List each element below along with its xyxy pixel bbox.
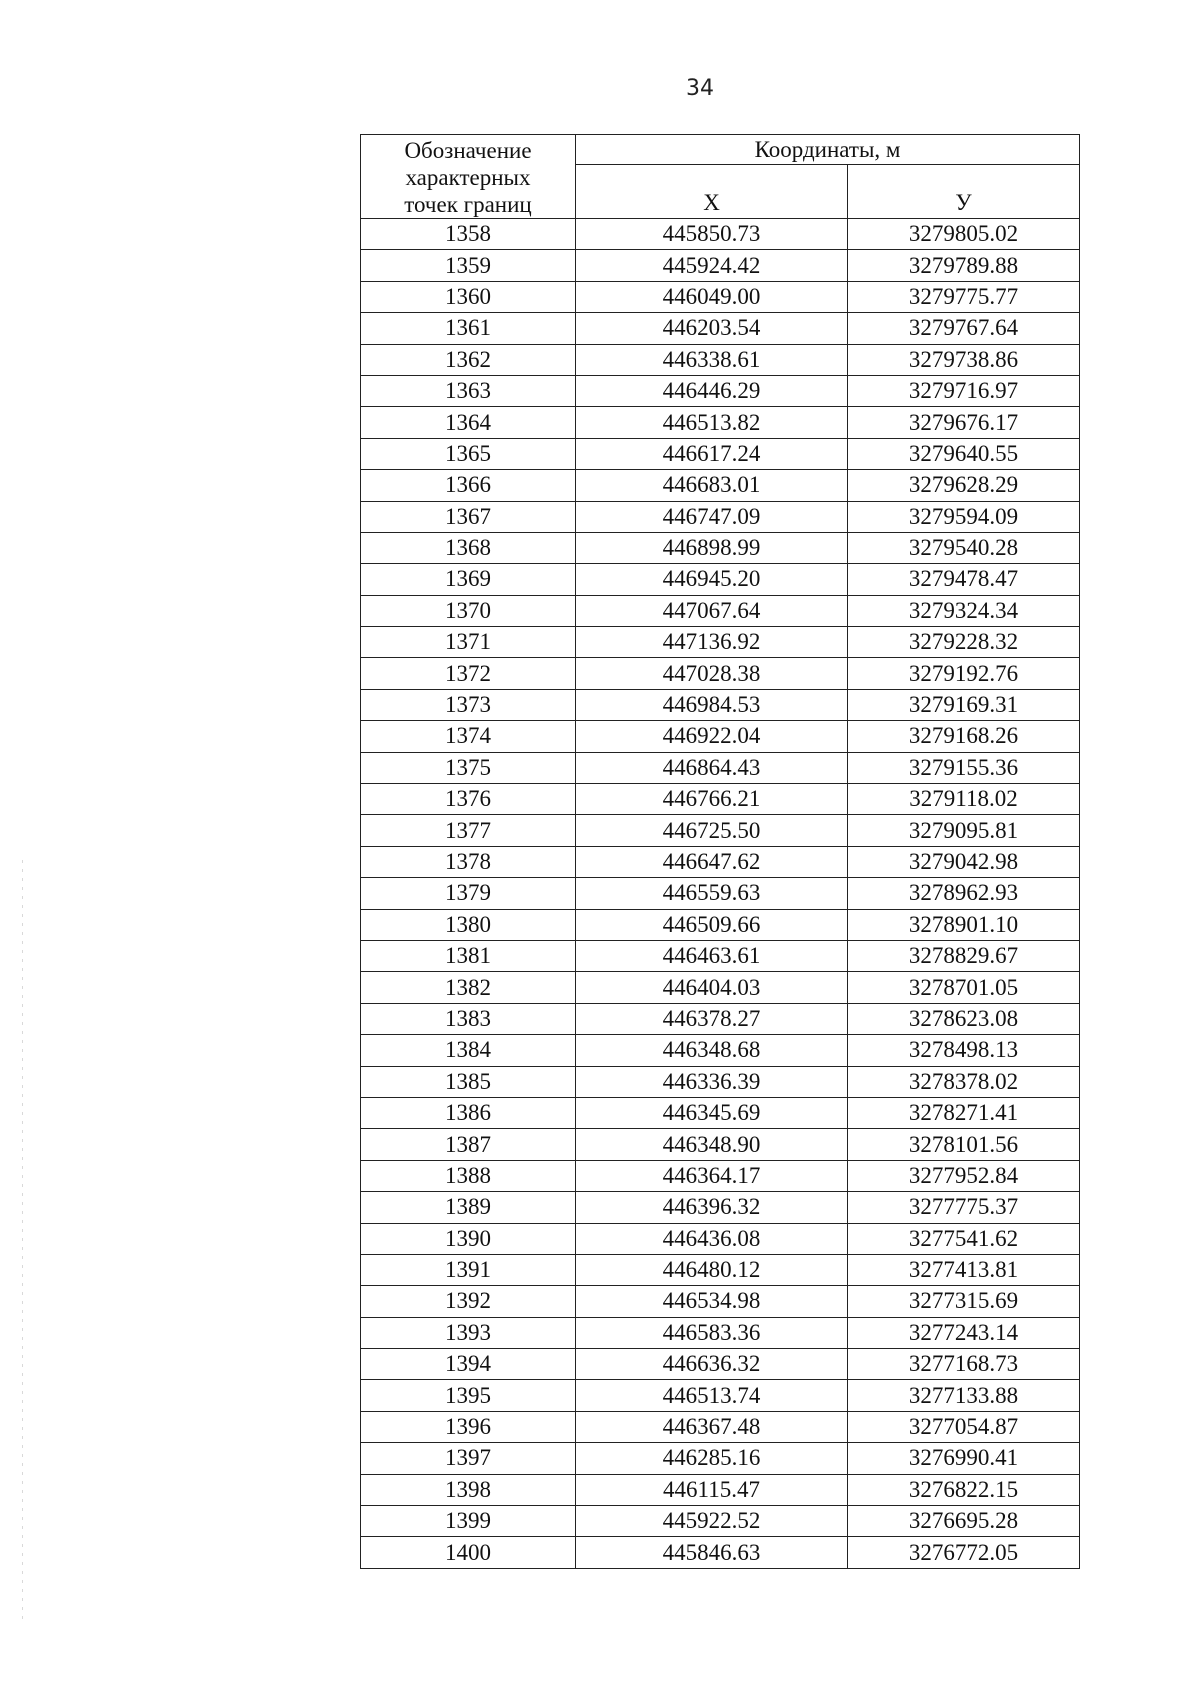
- y-coordinate-cell: 3277133.88: [848, 1380, 1080, 1411]
- y-coordinate-cell: 3278962.93: [848, 878, 1080, 909]
- table-row: [361, 1129, 1080, 1160]
- y-coordinate-cell: 3277054.87: [848, 1411, 1080, 1442]
- header-name-line-1: Обозначение: [404, 138, 532, 163]
- table-row: [361, 846, 1080, 877]
- point-id-cell: 1382: [361, 972, 576, 1003]
- x-coordinate-cell: 446864.43: [576, 752, 848, 783]
- x-coordinate-cell: 446348.68: [576, 1035, 848, 1066]
- y-coordinate-cell: 3279042.98: [848, 846, 1080, 877]
- y-coordinate-cell: 3279168.26: [848, 721, 1080, 752]
- point-id-cell: 1379: [361, 878, 576, 909]
- x-coordinate-cell: 446559.63: [576, 878, 848, 909]
- table-row: [361, 689, 1080, 720]
- x-coordinate-cell: 446115.47: [576, 1474, 848, 1505]
- point-id-cell: 1383: [361, 1003, 576, 1034]
- y-coordinate-cell: 3277952.84: [848, 1160, 1080, 1191]
- table-row: [361, 1506, 1080, 1537]
- x-coordinate-cell: 447136.92: [576, 627, 848, 658]
- x-coordinate-cell: 446480.12: [576, 1254, 848, 1285]
- table-row: [361, 721, 1080, 752]
- point-id-cell: 1380: [361, 909, 576, 940]
- x-coordinate-cell: 446583.36: [576, 1317, 848, 1348]
- x-coordinate-cell: 446338.61: [576, 344, 848, 375]
- page-number: 34: [686, 76, 714, 101]
- point-id-cell: 1367: [361, 501, 576, 532]
- y-coordinate-cell: 3279789.88: [848, 250, 1080, 281]
- point-id-cell: 1389: [361, 1192, 576, 1223]
- table-row: [361, 815, 1080, 846]
- point-id-cell: 1387: [361, 1129, 576, 1160]
- y-coordinate-cell: 3278829.67: [848, 940, 1080, 971]
- point-id-cell: 1366: [361, 470, 576, 501]
- table-row: [361, 878, 1080, 909]
- table-row: [361, 1003, 1080, 1034]
- point-id-cell: 1386: [361, 1097, 576, 1128]
- table-row: [361, 281, 1080, 312]
- y-coordinate-cell: 3277541.62: [848, 1223, 1080, 1254]
- y-coordinate-cell: 3276990.41: [848, 1443, 1080, 1474]
- table-row: [361, 658, 1080, 689]
- table-row: [361, 1380, 1080, 1411]
- table-row: [361, 909, 1080, 940]
- x-coordinate-cell: 446463.61: [576, 940, 848, 971]
- point-id-cell: 1371: [361, 627, 576, 658]
- y-coordinate-cell: 3279228.32: [848, 627, 1080, 658]
- point-id-cell: 1381: [361, 940, 576, 971]
- header-name-line-3: точек границ: [404, 192, 532, 217]
- point-id-cell: 1395: [361, 1380, 576, 1411]
- header-row-top: [361, 135, 1080, 165]
- point-id-cell: 1374: [361, 721, 576, 752]
- point-id-cell: 1373: [361, 689, 576, 720]
- y-coordinate-cell: 3278498.13: [848, 1035, 1080, 1066]
- x-coordinate-cell: 446617.24: [576, 438, 848, 469]
- point-id-cell: 1397: [361, 1443, 576, 1474]
- point-id-cell: 1364: [361, 407, 576, 438]
- x-coordinate-cell: 446396.32: [576, 1192, 848, 1223]
- header-point-designation: [361, 135, 576, 219]
- y-coordinate-cell: 3279676.17: [848, 407, 1080, 438]
- x-coordinate-cell: 446984.53: [576, 689, 848, 720]
- point-id-cell: 1363: [361, 375, 576, 406]
- point-id-cell: 1391: [361, 1254, 576, 1285]
- x-coordinate-cell: 446747.09: [576, 501, 848, 532]
- table-row: [361, 595, 1080, 626]
- y-coordinate-cell: 3279540.28: [848, 532, 1080, 563]
- point-id-cell: 1377: [361, 815, 576, 846]
- y-coordinate-cell: 3279324.34: [848, 595, 1080, 626]
- table-row: [361, 501, 1080, 532]
- table-row: [361, 438, 1080, 469]
- point-id-cell: 1392: [361, 1286, 576, 1317]
- x-coordinate-cell: 446348.90: [576, 1129, 848, 1160]
- y-coordinate-cell: 3279805.02: [848, 219, 1080, 250]
- y-coordinate-cell: 3279628.29: [848, 470, 1080, 501]
- point-id-cell: 1369: [361, 564, 576, 595]
- y-coordinate-cell: 3277243.14: [848, 1317, 1080, 1348]
- y-coordinate-cell: 3278701.05: [848, 972, 1080, 1003]
- point-id-cell: 1358: [361, 219, 576, 250]
- y-coordinate-cell: 3279716.97: [848, 375, 1080, 406]
- point-id-cell: 1388: [361, 1160, 576, 1191]
- x-coordinate-cell: 446513.82: [576, 407, 848, 438]
- y-coordinate-cell: 3279478.47: [848, 564, 1080, 595]
- x-coordinate-cell: 445850.73: [576, 219, 848, 250]
- point-id-cell: 1376: [361, 784, 576, 815]
- y-coordinate-cell: 3276695.28: [848, 1506, 1080, 1537]
- table-row: [361, 1411, 1080, 1442]
- table-row: [361, 1254, 1080, 1285]
- point-id-cell: 1398: [361, 1474, 576, 1505]
- x-coordinate-cell: 446509.66: [576, 909, 848, 940]
- y-coordinate-cell: 3277168.73: [848, 1349, 1080, 1380]
- y-coordinate-cell: 3277315.69: [848, 1286, 1080, 1317]
- x-coordinate-cell: 446513.74: [576, 1380, 848, 1411]
- x-coordinate-cell: 446345.69: [576, 1097, 848, 1128]
- header-name-line-2: характерных: [405, 165, 531, 190]
- coordinates-table: [360, 134, 1080, 1569]
- y-coordinate-cell: 3276772.05: [848, 1537, 1080, 1568]
- table-row: [361, 250, 1080, 281]
- x-coordinate-cell: 446404.03: [576, 972, 848, 1003]
- table-row: [361, 627, 1080, 658]
- table-row: [361, 1537, 1080, 1568]
- point-id-cell: 1385: [361, 1066, 576, 1097]
- x-coordinate-cell: 446446.29: [576, 375, 848, 406]
- y-coordinate-cell: 3278378.02: [848, 1066, 1080, 1097]
- y-coordinate-cell: 3279738.86: [848, 344, 1080, 375]
- table-row: [361, 1317, 1080, 1348]
- y-coordinate-cell: 3279169.31: [848, 689, 1080, 720]
- point-id-cell: 1361: [361, 313, 576, 344]
- y-coordinate-cell: 3279118.02: [848, 784, 1080, 815]
- table-row: [361, 940, 1080, 971]
- point-id-cell: 1393: [361, 1317, 576, 1348]
- table-row: [361, 470, 1080, 501]
- table-row: [361, 219, 1080, 250]
- header-y: У: [848, 165, 1080, 219]
- y-coordinate-cell: 3278271.41: [848, 1097, 1080, 1128]
- y-coordinate-cell: 3279192.76: [848, 658, 1080, 689]
- point-id-cell: 1365: [361, 438, 576, 469]
- table-row: [361, 375, 1080, 406]
- table-row: [361, 1349, 1080, 1380]
- table-row: [361, 344, 1080, 375]
- header-x: X: [576, 165, 848, 219]
- table-row: [361, 564, 1080, 595]
- y-coordinate-cell: 3279767.64: [848, 313, 1080, 344]
- point-id-cell: 1394: [361, 1349, 576, 1380]
- y-coordinate-cell: 3279775.77: [848, 281, 1080, 312]
- y-coordinate-cell: 3279640.55: [848, 438, 1080, 469]
- x-coordinate-cell: 446285.16: [576, 1443, 848, 1474]
- x-coordinate-cell: 447028.38: [576, 658, 848, 689]
- table-row: [361, 407, 1080, 438]
- x-coordinate-cell: 446647.62: [576, 846, 848, 877]
- x-coordinate-cell: 446364.17: [576, 1160, 848, 1191]
- point-id-cell: 1384: [361, 1035, 576, 1066]
- point-id-cell: 1372: [361, 658, 576, 689]
- point-id-cell: 1375: [361, 752, 576, 783]
- point-id-cell: 1390: [361, 1223, 576, 1254]
- y-coordinate-cell: 3279594.09: [848, 501, 1080, 532]
- x-coordinate-cell: 446766.21: [576, 784, 848, 815]
- x-coordinate-cell: 446898.99: [576, 532, 848, 563]
- table-row: [361, 972, 1080, 1003]
- x-coordinate-cell: 446203.54: [576, 313, 848, 344]
- x-coordinate-cell: 446945.20: [576, 564, 848, 595]
- table-row: [361, 1160, 1080, 1191]
- table-row: [361, 1192, 1080, 1223]
- point-id-cell: 1399: [361, 1506, 576, 1537]
- x-coordinate-cell: 446378.27: [576, 1003, 848, 1034]
- x-coordinate-cell: 446436.08: [576, 1223, 848, 1254]
- point-id-cell: 1360: [361, 281, 576, 312]
- y-coordinate-cell: 3279155.36: [848, 752, 1080, 783]
- point-id-cell: 1368: [361, 532, 576, 563]
- y-coordinate-cell: 3278901.10: [848, 909, 1080, 940]
- table-row: [361, 1035, 1080, 1066]
- y-coordinate-cell: 3278623.08: [848, 1003, 1080, 1034]
- x-coordinate-cell: 446534.98: [576, 1286, 848, 1317]
- x-coordinate-cell: 446049.00: [576, 281, 848, 312]
- point-id-cell: 1370: [361, 595, 576, 626]
- y-coordinate-cell: 3278101.56: [848, 1129, 1080, 1160]
- y-coordinate-cell: 3279095.81: [848, 815, 1080, 846]
- x-coordinate-cell: 447067.64: [576, 595, 848, 626]
- x-coordinate-cell: 446922.04: [576, 721, 848, 752]
- table-row: [361, 1286, 1080, 1317]
- x-coordinate-cell: 445924.42: [576, 250, 848, 281]
- table-row: [361, 784, 1080, 815]
- y-coordinate-cell: 3276822.15: [848, 1474, 1080, 1505]
- scan-edge-artifact: [22, 860, 23, 1620]
- table-row: [361, 1066, 1080, 1097]
- point-id-cell: 1378: [361, 846, 576, 877]
- x-coordinate-cell: 446367.48: [576, 1411, 848, 1442]
- table-row: [361, 1097, 1080, 1128]
- x-coordinate-cell: 446336.39: [576, 1066, 848, 1097]
- table-header: [361, 135, 1080, 219]
- point-id-cell: 1359: [361, 250, 576, 281]
- point-id-cell: 1362: [361, 344, 576, 375]
- table-row: [361, 1443, 1080, 1474]
- table-body: [361, 219, 1080, 1569]
- point-id-cell: 1396: [361, 1411, 576, 1442]
- y-coordinate-cell: 3277775.37: [848, 1192, 1080, 1223]
- table-row: [361, 1474, 1080, 1505]
- table-row: [361, 752, 1080, 783]
- table-row: [361, 313, 1080, 344]
- x-coordinate-cell: 446636.32: [576, 1349, 848, 1380]
- x-coordinate-cell: 446725.50: [576, 815, 848, 846]
- y-coordinate-cell: 3277413.81: [848, 1254, 1080, 1285]
- table-row: [361, 1223, 1080, 1254]
- header-coordinates: Координаты, м: [576, 135, 1080, 165]
- table-row: [361, 532, 1080, 563]
- point-id-cell: 1400: [361, 1537, 576, 1568]
- x-coordinate-cell: 445922.52: [576, 1506, 848, 1537]
- x-coordinate-cell: 445846.63: [576, 1537, 848, 1568]
- x-coordinate-cell: 446683.01: [576, 470, 848, 501]
